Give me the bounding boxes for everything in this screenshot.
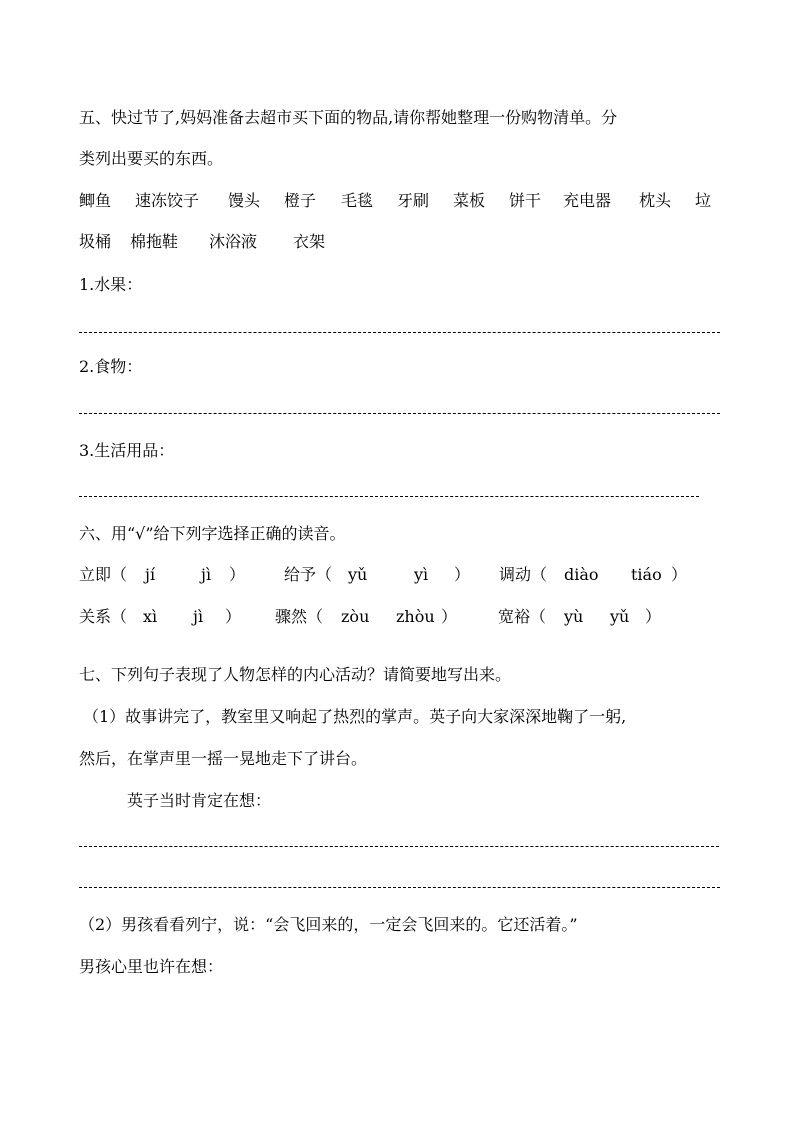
answer-line[interactable] [79, 413, 720, 414]
pinyin-word: 给予（ [284, 565, 333, 584]
pinyin-option[interactable]: jì [193, 607, 204, 626]
answer-line[interactable] [79, 496, 699, 497]
pinyin-row-1 [79, 565, 719, 585]
question2-prompt: 男孩心里也许在想： [79, 957, 224, 976]
pinyin-option[interactable]: yǔ [348, 565, 368, 584]
pinyin-word: 关系（ [79, 607, 128, 626]
pinyin-close: ） [454, 565, 471, 584]
pinyin-option[interactable]: yì [414, 565, 429, 584]
item: 棉拖鞋 [130, 232, 179, 251]
item: 充电器 [563, 191, 612, 210]
pinyin-word: 立即（ [79, 565, 128, 584]
section5-heading-line2: 类列出要买的东西。 [79, 149, 224, 168]
pinyin-word: 宽裕（ [498, 607, 547, 626]
pinyin-option[interactable]: xì [143, 607, 158, 626]
pinyin-close: ） [441, 607, 458, 626]
item: 毛毯 [341, 191, 374, 210]
pinyin-option[interactable]: jí [145, 565, 156, 584]
pinyin-option[interactable]: diào [564, 565, 599, 584]
item: 速冻饺子 [135, 191, 200, 210]
pinyin-close: ） [671, 565, 688, 584]
question2-line1: （2）男孩看看列宁，说：“会飞回来的，一定会飞回来的。它还活着。” [79, 915, 578, 934]
section7-heading: 七、下列句子表现了人物怎样的内心活动？请简要地写出来。 [79, 665, 512, 684]
answer-line[interactable] [79, 332, 720, 333]
item: 鲫鱼 [79, 191, 112, 210]
pinyin-option[interactable]: zhòu [396, 607, 435, 626]
pinyin-row-2 [79, 607, 719, 627]
pinyin-option[interactable]: zòu [341, 607, 370, 626]
question1-line1: （1）故事讲完了，教室里又响起了热烈的掌声。英子向大家深深地鞠了一躬, [83, 707, 627, 726]
category-daily-items-label: 3.生活用品： [79, 441, 175, 460]
item: 菜板 [453, 191, 486, 210]
pinyin-option[interactable]: yù [564, 607, 584, 626]
pinyin-option[interactable]: tiáo [631, 565, 662, 584]
items-row-1 [79, 191, 719, 211]
item: 沐浴液 [209, 232, 258, 251]
pinyin-close: ） [225, 607, 242, 626]
item: 橙子 [284, 191, 317, 210]
pinyin-word: 调动（ [499, 565, 548, 584]
answer-line[interactable] [79, 887, 720, 888]
pinyin-option[interactable]: jì [201, 565, 212, 584]
item: 枕头 [639, 191, 672, 210]
item: 圾桶 [79, 232, 112, 251]
items-row-2 [79, 232, 719, 252]
category-food-label: 2.食物： [79, 357, 143, 376]
question1-prompt: 英子当时肯定在想： [127, 791, 272, 810]
section5-heading-line1: 五、快过节了,妈妈准备去超市买下面的物品,请你帮她整理一份购物清单。分 [79, 108, 618, 127]
item: 垃 [695, 191, 712, 210]
section6-heading: 六、用“√”给下列字选择正确的读音。 [79, 524, 346, 543]
answer-line[interactable] [79, 846, 719, 847]
item: 饼干 [509, 191, 542, 210]
pinyin-close: ） [645, 607, 662, 626]
pinyin-word: 骤然（ [275, 607, 324, 626]
item: 馒头 [228, 191, 261, 210]
pinyin-close: ） [229, 565, 246, 584]
item: 牙刷 [397, 191, 430, 210]
item: 衣架 [293, 232, 326, 251]
category-fruit-label: 1.水果： [79, 275, 143, 294]
pinyin-option[interactable]: yǔ [610, 607, 630, 626]
question1-line2: 然后，在掌声里一摇一晃地走下了讲台。 [79, 749, 368, 768]
